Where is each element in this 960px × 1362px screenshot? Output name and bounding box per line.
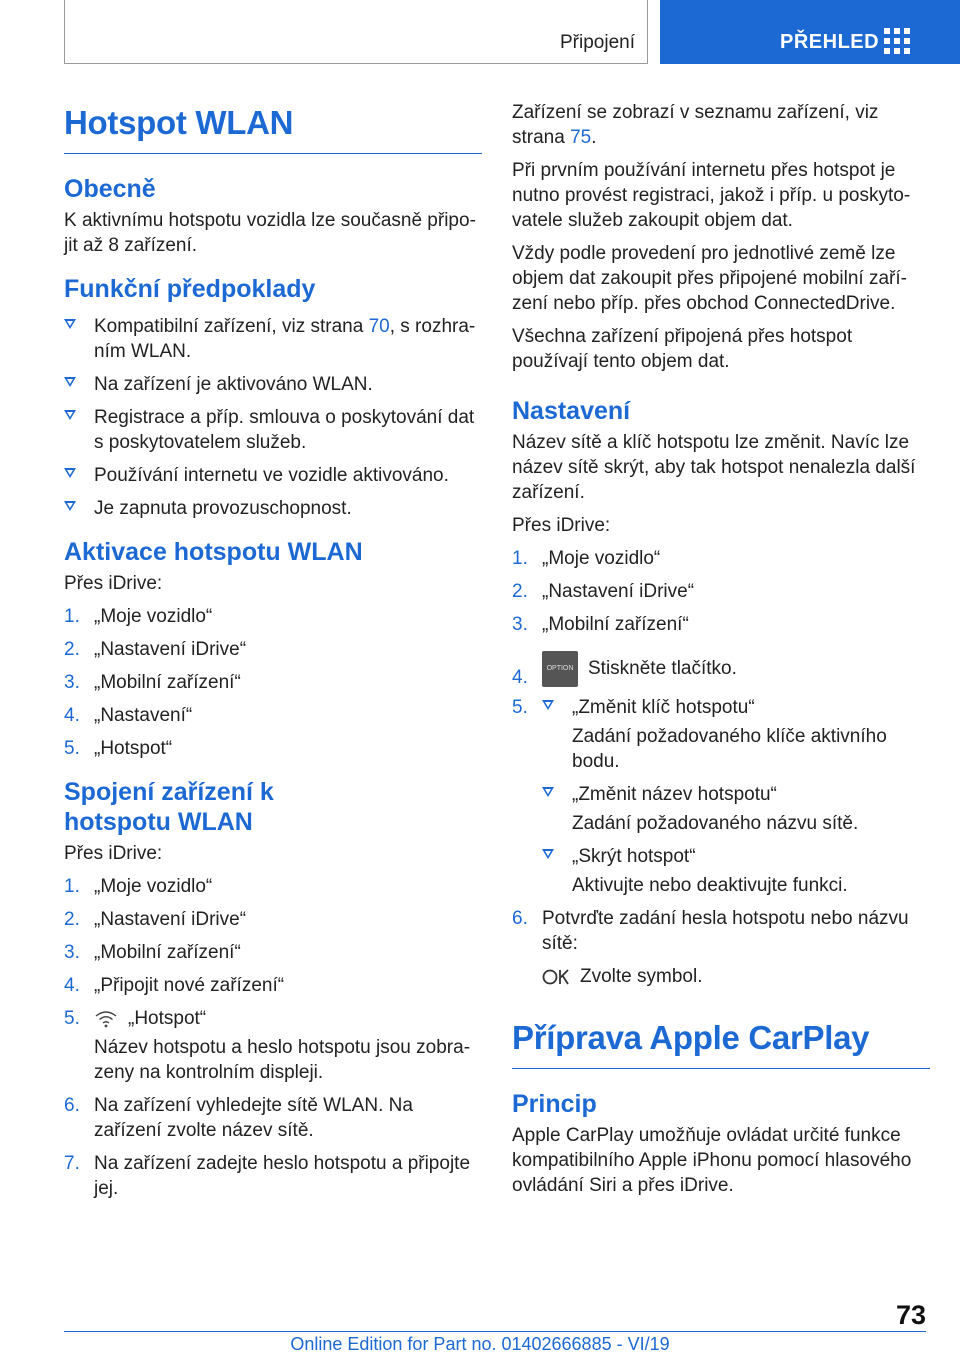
grid-icon [884, 28, 910, 54]
option-button-icon: OPTION [542, 651, 578, 687]
list-item: 1. „Moje vozidlo“ [512, 548, 661, 569]
list-item: 3. „Mobilní zařízení“ [64, 672, 241, 693]
paragraph: Zařízení se zobrazí v seznamu zařízení, viz strana 75. [512, 102, 879, 148]
list-item: 4. OPTION Stiskněte tlačítko. [512, 651, 930, 687]
left-column [64, 100, 482, 1209]
triangle-bullet-icon [542, 700, 554, 710]
page-number: 73 [895, 1300, 926, 1330]
page-link[interactable]: 75 [570, 127, 592, 148]
page-link[interactable]: 70 [368, 316, 390, 337]
sub-item: „Změnit název hotspotu“ Zadání požadovaného názvu sítě. [542, 782, 930, 836]
triangle-bullet-icon [542, 787, 554, 797]
list-item: 2. „Nastavení iDrive“ [512, 581, 695, 602]
list-item: Na zařízení je aktivováno WLAN. [64, 372, 482, 397]
section-title-carplay: Příprava Apple CarPlay [512, 1015, 930, 1069]
spojeni-steps [64, 874, 482, 1201]
header-section-box [64, 0, 648, 64]
page-title: Hotspot WLAN [64, 100, 482, 154]
list-item: 4. „Připojit nové zařízení“ [64, 975, 285, 996]
overview-tab-label: PŘEHLED [780, 31, 880, 53]
spojeni-intro: Přes iDrive: [64, 843, 163, 864]
list-item: Registrace a příp. smlouva o poskytování dat s poskytovatelem služeb. [64, 405, 482, 455]
carplay-text: Apple CarPlay umožňuje ovládat určité funkce kompatibilního Apple iPhonu pomocí hlasového ovládání Siri a přes iDrive. [512, 1125, 912, 1196]
list-item: 4. „Nastavení“ [64, 705, 193, 726]
step-detail: Název hotspotu a heslo hotspotu jsou zobrazeny na kontrolním displeji. [94, 1037, 471, 1083]
list-item: 3. „Mobilní zařízení“ [64, 942, 241, 963]
aktivace-steps [64, 604, 482, 761]
sub-item: „Změnit klíč hotspotu“ Zadání požadovaného klíče aktivního bodu. [542, 695, 930, 774]
paragraph: Při prvním používání internetu přes hotspot je nutno provést registraci, jakož i příp. u poskytovatele služeb zakoupit objem dat. [512, 160, 911, 231]
list-item: 1. „Moje vozidlo“ [64, 606, 213, 627]
triangle-bullet-icon [64, 319, 76, 329]
footer-edition: Online Edition for Part no. 01402666885 - VI/19 [290, 1334, 670, 1354]
heading-princip: Princip [512, 1090, 597, 1118]
list-item: 2. „Nastavení iDrive“ [64, 909, 247, 930]
nastaveni-intro: Přes iDrive: [512, 515, 611, 536]
list-item: 5. „Hotspot“ [64, 738, 173, 759]
triangle-bullet-icon [64, 468, 76, 478]
triangle-bullet-icon [64, 501, 76, 511]
list-item: 6. Na zařízení vyhledejte sítě WLAN. Na zařízení zvolte název sítě. [64, 1095, 413, 1141]
heading-predpoklady: Funkční předpoklady [64, 275, 316, 303]
sub-item: „Skrýt hotspot“ Aktivujte nebo deaktivujte funkci. [542, 844, 930, 898]
paragraph: Vždy podle provedení pro jednotlivé země lze objem dat zakoupit přes připojené mobilní zařízení nebo příp. přes obchod ConnectedDrive. [512, 243, 907, 314]
heading-obecne: Obecně [64, 175, 156, 203]
list-item: 5. „Změnit klíč hotspotu“ Zadání požadovaného klíče aktivního bodu. „Změnit název hotspotu“ Zadání požadovaného názvu sítě. „Skrýt hotspot“ Aktivujte nebo deaktivujte funkci. [512, 695, 930, 898]
list-item: Používání internetu ve vozidle aktivováno. [64, 463, 482, 488]
paragraph: Všechna zařízení připojená přes hotspot používají tento objem dat. [512, 326, 853, 372]
header-section-title: Připojení [560, 32, 635, 53]
ok-icon [542, 966, 572, 988]
step-detail: Zvolte symbol. [542, 964, 930, 989]
heading-aktivace: Aktivace hotspotu WLAN [64, 538, 363, 566]
wifi-icon [94, 1009, 118, 1029]
list-item: 2. „Nastavení iDrive“ [64, 639, 247, 660]
triangle-bullet-icon [64, 410, 76, 420]
predpoklady-list [64, 314, 482, 521]
list-item: Kompatibilní zařízení, viz strana 70, s rozhraním WLAN. [64, 314, 482, 364]
triangle-bullet-icon [542, 849, 554, 859]
heading-nastaveni: Nastavení [512, 397, 631, 425]
list-item: 3. „Mobilní zařízení“ [512, 614, 689, 635]
aktivace-intro: Přes iDrive: [64, 573, 163, 594]
nastaveni-text: Název sítě a klíč hotspotu lze změnit. Navíc lze název sítě skrýt, aby tak hotspot nenalezla další zařízení. [512, 432, 916, 503]
footer-divider [64, 1331, 926, 1332]
list-item: 6. Potvrďte zadání hesla hotspotu nebo názvu sítě: Zvolte symbol. [512, 906, 930, 989]
right-column [512, 100, 930, 1206]
list-item: Je zapnuta provozuschopnost. [64, 496, 482, 521]
nastaveni-steps [512, 546, 930, 989]
overview-tab[interactable] [660, 0, 960, 64]
list-item: 1. „Moje vozidlo“ [64, 876, 213, 897]
list-item: 5. „Hotspot“ Název hotspotu a heslo hotspotu jsou zobrazeny na kontrolním displeji. [64, 1006, 482, 1085]
heading-spojeni: Spojení zařízení k hotspotu WLAN [64, 778, 274, 836]
triangle-bullet-icon [64, 377, 76, 387]
list-item: 7. Na zařízení zadejte heslo hotspotu a připojte jej. [64, 1153, 471, 1199]
obecne-text: K aktivnímu hotspotu vozidla lze současně připojit až 8 zařízení. [64, 210, 476, 256]
